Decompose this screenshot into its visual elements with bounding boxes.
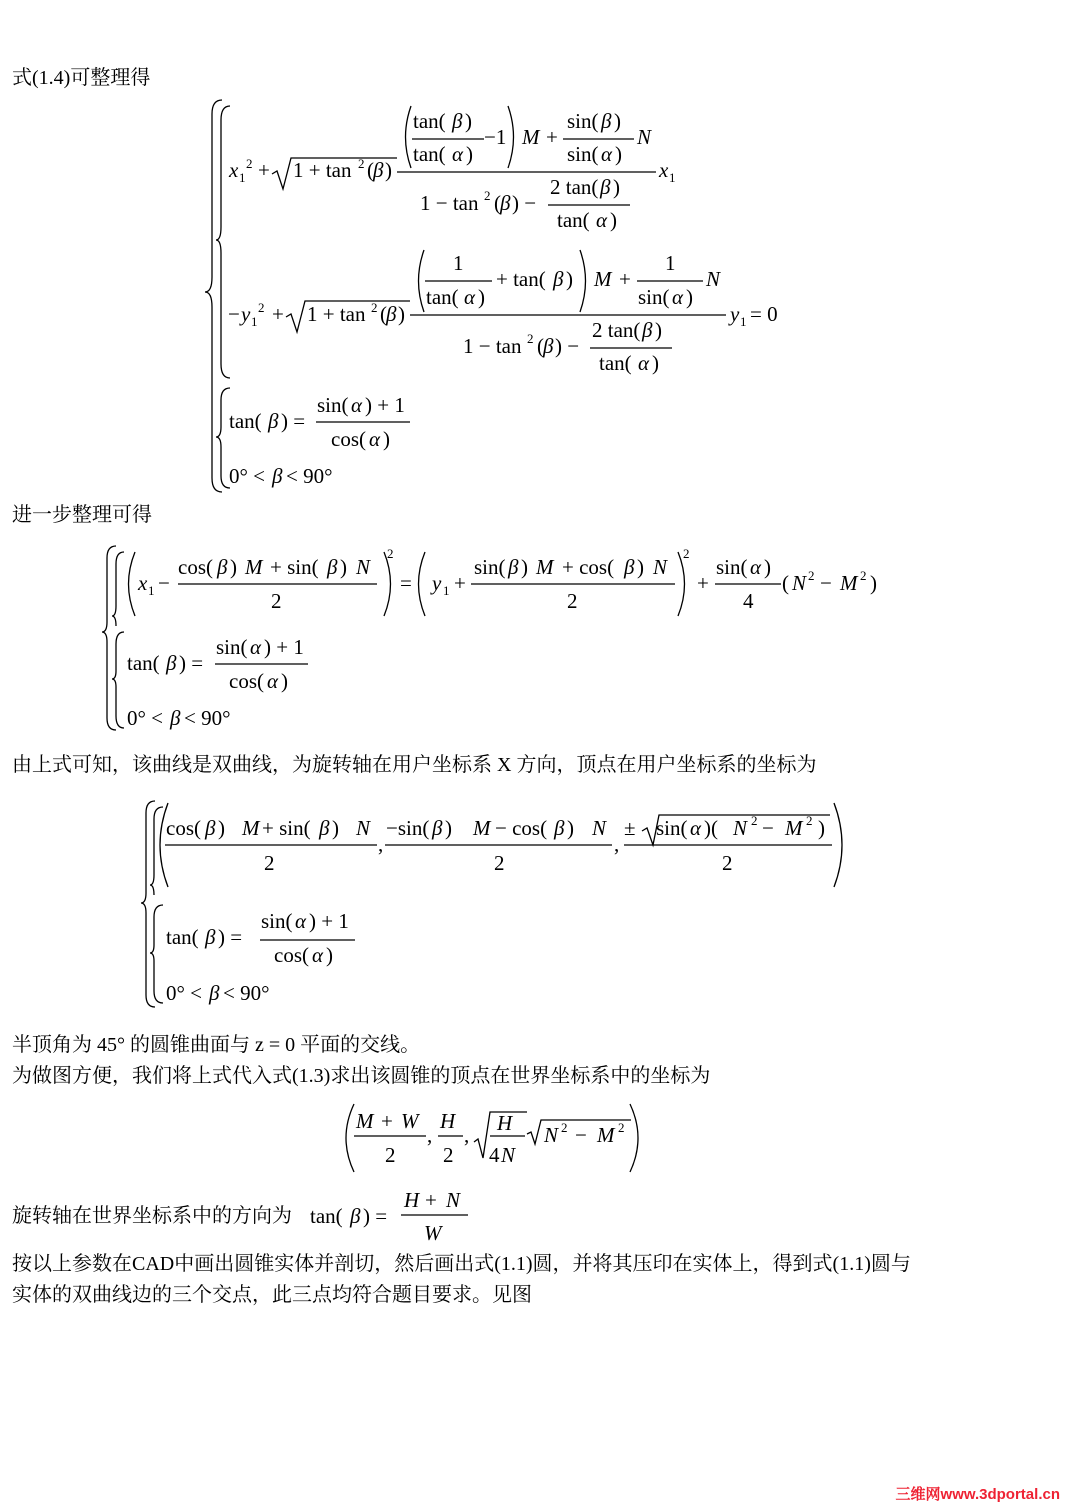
svg-text:2: 2 [860,568,867,583]
svg-text:): ) [686,285,693,309]
svg-text:) −: ) − [555,334,580,358]
svg-text:): ) [340,555,347,579]
text-intro-2: 进一步整理可得 [12,504,152,526]
svg-text:β: β [624,555,635,579]
svg-text:x: x [229,158,239,182]
svg-text:+: + [454,571,466,595]
svg-text:β: β [508,555,519,579]
svg-text:): ) [281,669,288,693]
svg-text:sin(: sin( [261,909,293,933]
svg-text:= 0: = 0 [750,302,778,326]
svg-text:α: α [601,142,613,166]
svg-text:(: ( [380,302,387,326]
svg-text:) + 1: ) + 1 [309,909,349,933]
svg-text:+ sin(: + sin( [262,816,311,840]
svg-text:W: W [424,1221,442,1245]
svg-text:): ) [465,109,472,133]
svg-text:β: β [642,318,653,342]
svg-text:2 tan(: 2 tan( [592,318,641,342]
svg-text:y: y [241,302,251,326]
svg-text:(: ( [494,191,501,215]
svg-text:− cos(: − cos( [495,816,548,840]
svg-text:): ) [218,816,225,840]
text-substitute: 为做图方便，我们将上式代入式(1.3)求出该圆锥的顶点在世界坐标系中的坐标为 [12,1065,711,1087]
svg-text:0° <: 0° < [127,706,163,730]
svg-text:α: α [596,208,608,232]
svg-text:) =: ) = [281,409,306,433]
svg-text:1: 1 [251,314,258,329]
svg-text:α: α [638,351,650,375]
svg-text:cos(: cos( [331,427,366,451]
svg-text:N: N [733,816,748,840]
svg-text:N: N [706,267,721,291]
svg-text:N: N [544,1123,559,1147]
svg-text:): ) [614,109,621,133]
svg-text:2: 2 [683,546,690,561]
svg-text:tan(: tan( [229,409,262,433]
svg-text:α: α [750,555,762,579]
svg-text:β: β [500,191,511,215]
svg-text:2: 2 [385,1143,396,1167]
svg-text:−sin(: −sin( [386,816,430,840]
svg-text:2: 2 [561,1120,568,1135]
svg-text:): ) [385,158,392,182]
svg-text:1 − tan: 1 − tan [463,334,522,358]
svg-text:H: H [497,1111,513,1135]
svg-text:N: N [592,816,607,840]
svg-text:2: 2 [751,813,758,828]
svg-text:(: ( [367,158,374,182]
svg-text:tan(: tan( [557,208,590,232]
svg-text:2: 2 [358,156,365,171]
svg-text:): ) [655,318,662,342]
svg-text:M: M [356,1109,374,1133]
svg-text:1 + tan: 1 + tan [293,158,352,182]
svg-text:sin(: sin( [317,393,349,417]
svg-text:β: β [170,706,181,730]
svg-text:tan(: tan( [599,351,632,375]
svg-text:): ) [566,267,573,291]
svg-text:+: + [258,158,270,182]
text-axis-direction: 旋转轴在世界坐标系中的方向为 [12,1205,292,1227]
svg-text:α: α [464,285,476,309]
svg-text:): ) [445,816,452,840]
equation-system-1 [0,92,820,496]
svg-text:< 90°: < 90° [286,464,333,488]
svg-text:sin(: sin( [716,555,748,579]
svg-text:): ) [764,555,771,579]
svg-text:tan(: tan( [413,109,446,133]
svg-text:(: ( [537,334,544,358]
svg-text:β: β [217,555,228,579]
svg-text:1: 1 [443,583,450,598]
svg-text:β: β [452,109,463,133]
svg-text:2: 2 [264,851,275,875]
svg-text:H: H [404,1188,420,1212]
svg-text:M: M [840,571,858,595]
svg-text:α: α [351,393,363,417]
svg-text:M: M [473,816,491,840]
svg-text:) −: ) − [512,191,537,215]
svg-text:tan(: tan( [166,925,199,949]
svg-text:±: ± [624,816,636,840]
svg-text:=: = [400,571,412,595]
svg-text:+: + [272,302,284,326]
svg-text:): ) [610,208,617,232]
svg-text:sin(: sin( [567,109,599,133]
svg-text:2: 2 [722,851,733,875]
svg-text:): ) [466,142,473,166]
svg-text:,: , [614,832,620,856]
svg-text:M: M [536,555,554,579]
svg-text:): ) [613,175,620,199]
svg-text:M: M [785,816,803,840]
svg-text:−: − [762,816,774,840]
svg-text:2: 2 [567,589,578,613]
svg-text:sin(: sin( [638,285,670,309]
svg-text:α: α [250,635,262,659]
svg-text:2: 2 [806,813,813,828]
svg-text:4: 4 [489,1143,500,1167]
svg-text:sin(: sin( [656,816,688,840]
svg-text:sin(: sin( [474,555,506,579]
svg-text:M: M [245,555,263,579]
svg-text:N: N [637,125,652,149]
svg-text:) + 1: ) + 1 [264,635,304,659]
svg-text:M: M [242,816,260,840]
svg-text:N: N [501,1143,516,1167]
svg-text:2: 2 [387,546,394,561]
svg-text:< 90°: < 90° [184,706,231,730]
svg-text:sin(: sin( [567,142,599,166]
svg-text:β: β [209,981,220,1005]
svg-text:cos(: cos( [229,669,264,693]
svg-text:N: N [446,1188,461,1212]
svg-text:x: x [138,571,148,595]
svg-text:): ) [818,816,825,840]
svg-text:+: + [619,267,631,291]
svg-text:1: 1 [239,170,246,185]
svg-text:β: β [553,267,564,291]
svg-text:): ) [615,142,622,166]
svg-text:sin(: sin( [216,635,248,659]
svg-text:): ) [637,555,644,579]
svg-text:α: α [312,943,324,967]
text-cad-procedure-2: 实体的双曲线边的三个交点，此三点均符合题目要求。见图 [12,1284,532,1306]
svg-text:β: β [205,925,216,949]
svg-text:+ tan(: + tan( [496,267,546,291]
svg-text:2: 2 [618,1120,625,1135]
svg-text:) =: ) = [363,1204,388,1228]
svg-text:N: N [356,816,371,840]
svg-text:N: N [356,555,371,579]
svg-text:): ) [478,285,485,309]
text-hyperbola-desc: 由上式可知，该曲线是双曲线，为旋转轴在用户坐标系 X 方向，顶点在用户坐标系的坐标为 [12,754,817,776]
svg-text:−1: −1 [484,125,507,149]
svg-text:+ sin(: + sin( [270,555,319,579]
watermark: 三维网www.3dportal.cn [895,1486,1060,1503]
svg-text:cos(: cos( [178,555,213,579]
svg-text:cos(: cos( [274,943,309,967]
svg-text:,: , [427,1123,433,1147]
svg-text:tan(: tan( [310,1204,343,1228]
svg-text:β: β [432,816,443,840]
equation-system-2 [0,536,900,736]
svg-text:β: β [601,109,612,133]
svg-text:1 + tan: 1 + tan [307,302,366,326]
svg-text:+ cos(: + cos( [562,555,615,579]
svg-text:< 90°: < 90° [223,981,270,1005]
svg-text:2: 2 [371,300,378,315]
svg-text:): ) [383,427,390,451]
svg-text:1: 1 [453,251,464,275]
svg-text:α: α [369,427,381,451]
svg-text:α: α [690,816,702,840]
svg-text:tan(: tan( [413,142,446,166]
text-intro-1: 式(1.4)可整理得 [12,67,151,89]
svg-text:4: 4 [743,589,754,613]
svg-text:2 tan(: 2 tan( [550,175,599,199]
svg-text:2: 2 [484,188,491,203]
svg-text:) =: ) = [218,925,243,949]
svg-text:): ) [332,816,339,840]
svg-text:2: 2 [494,851,505,875]
svg-text:N: N [792,571,807,595]
svg-text:β: β [373,158,384,182]
svg-text:): ) [521,555,528,579]
svg-text:+: + [381,1109,393,1133]
svg-text:β: β [327,555,338,579]
svg-text:β: β [350,1204,361,1228]
svg-text:β: β [600,175,611,199]
svg-text:) =: ) = [179,651,204,675]
svg-text:1: 1 [148,583,155,598]
equation-vertex-user [0,795,900,1015]
svg-text:W: W [401,1109,419,1133]
svg-text:H: H [440,1109,456,1133]
svg-text:β: β [386,302,397,326]
svg-text:2: 2 [271,589,282,613]
svg-text:M: M [594,267,612,291]
svg-text:β: β [319,816,330,840]
svg-text:β: β [166,651,177,675]
svg-text:2: 2 [246,156,253,171]
text-cone-intersection: 半顶角为 45° 的圆锥曲面与 z = 0 平面的交线。 [12,1034,421,1056]
svg-text:β: β [268,409,279,433]
svg-text:,: , [378,832,384,856]
svg-text:1: 1 [740,314,747,329]
svg-text:α: α [672,285,684,309]
svg-text:cos(: cos( [166,816,201,840]
svg-text:): ) [567,816,574,840]
svg-text:): ) [398,302,405,326]
svg-text:)(: )( [704,816,718,840]
svg-text:α: α [267,669,279,693]
svg-text:β: β [543,334,554,358]
svg-text:y: y [730,302,740,326]
svg-text:α: α [295,909,307,933]
svg-text:1: 1 [665,251,676,275]
svg-text:−: − [228,302,240,326]
svg-text:) + 1: ) + 1 [365,393,405,417]
svg-text:N: N [653,555,668,579]
svg-text:x: x [659,158,669,182]
svg-text:β: β [554,816,565,840]
svg-text:+: + [425,1188,437,1212]
svg-text:−: − [575,1123,587,1147]
svg-text:(: ( [782,571,789,595]
svg-text:α: α [452,142,464,166]
svg-text:): ) [652,351,659,375]
svg-text:y: y [432,571,442,595]
svg-text:tan(: tan( [127,651,160,675]
svg-text:,: , [464,1123,470,1147]
equation-vertex-world [0,1098,700,1178]
svg-text:2: 2 [258,300,265,315]
svg-text:): ) [326,943,333,967]
svg-text:M: M [522,125,540,149]
text-cad-procedure-1: 按以上参数在CAD中画出圆锥实体并剖切，然后画出式(1.1)圆，并将其压印在实体上，得到式(1.1)圆与 [12,1253,911,1275]
svg-text:1: 1 [669,170,676,185]
svg-text:0° <: 0° < [229,464,265,488]
equation-axis-direction [0,1185,500,1245]
svg-text:tan(: tan( [426,285,459,309]
svg-text:): ) [230,555,237,579]
svg-text:0° <: 0° < [166,981,202,1005]
svg-text:β: β [205,816,216,840]
svg-text:2: 2 [808,568,815,583]
svg-text:2: 2 [527,331,534,346]
svg-text:2: 2 [443,1143,454,1167]
svg-text:): ) [870,571,877,595]
svg-text:M: M [597,1123,615,1147]
svg-text:+: + [546,125,558,149]
svg-text:+: + [697,571,709,595]
svg-text:1 − tan: 1 − tan [420,191,479,215]
svg-text:β: β [272,464,283,488]
svg-text:−: − [820,571,832,595]
svg-text:−: − [158,571,170,595]
